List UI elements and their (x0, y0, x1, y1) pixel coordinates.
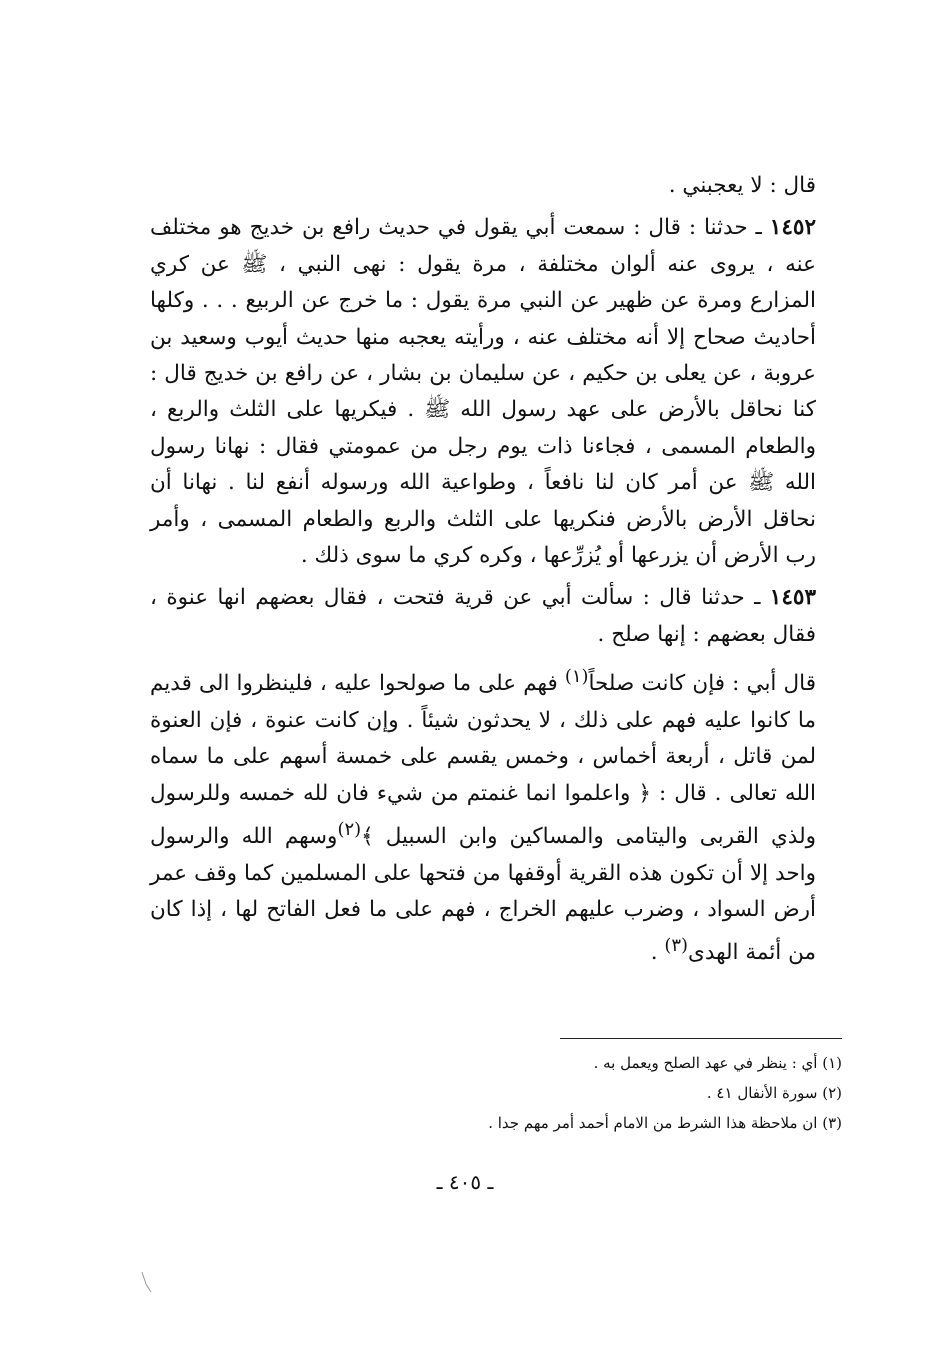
commentary-text-b: فهم على ما صولحوا عليه ، فلينظروا الى قديم ما كانوا عليه فهم على ذلك ، لا يحدثون شيئاً . وإن كانت عنوة ، فإن العنوة لمن قاتل ، أربعة أخماس ، وخمس يقسم على خمسة أسهم على ما سماه الله تعالى . قال : ﴿ واعلموا انما غنمتم من شيء فان لله خمسه وللرسول ولذي القربى واليتامى والمساكين وابن السبيل ﴾ (150, 671, 817, 850)
footnotes (150, 1048, 842, 1138)
main-text (150, 168, 842, 978)
footnote-ref-1[interactable]: (١) (564, 666, 589, 688)
commentary-text-a: قال أبي : فإن كانت صلحاً (588, 671, 816, 697)
footnote-ref-2[interactable]: (٢) (337, 819, 362, 841)
page-number: ـ ٤٠٥ ـ (436, 1170, 494, 1194)
hadith-1452 (150, 210, 842, 574)
paragraph-opening-text: قال : لا يعجبني . (668, 173, 816, 198)
footnote-2: (٢) سورة الأنفال ٤١ . (706, 1084, 842, 1102)
footnote-ref-3[interactable]: (٣) (664, 935, 688, 957)
paragraph-opening (150, 168, 842, 204)
hadith-number-1453: ١٤٥٣ (769, 585, 816, 611)
footnote-divider (560, 1038, 842, 1039)
hadith-1453 (150, 580, 842, 653)
footnote-1: (١) أي : ينظر في عهد الصلح ويعمل به . (593, 1054, 842, 1072)
commentary-text-d: . (650, 940, 665, 966)
hadith-1452-text: ـ حدثنا : قال : سمعت أبي يقول في حديث رافع بن خديج هو مختلف عنه ، يروى عنه ألوان مختلفة ، مرة يقول : نهى النبي ، ﷺ عن كري المزارع ومرة عن ظهير عن النبي مرة يقول : ما خرج عن الربيع . . . وكلها أحاديث صحاح إلا أنه مختلف عنه ، ورأيته يعجبه منها حديث أيوب وسعيد بن عروبة ، عن يعلى بن حكيم ، عن سليمان بن بشار ، عن رافع بن خديج قال : كنا نحاقل بالأرض على عهد رسول الله ﷺ . فيكريها على الثلث والربع ، والطعام المسمى ، فجاءنا ذات يوم رجل من عمومتي فقال : نهانا رسول الله ﷺ عن أمر كان لنا نافعاً ، وطواعية الله ورسوله أنفع لنا . نهانا أن نحاقل الأرض بالأرض فنكريها على الثلث والربع والطعام المسمى ، وأمر رب الأرض أن يزرعها أو يُزرِّعها ، وكره كري ما سوى ذلك . (150, 215, 816, 569)
hadith-1453-text: ـ حدثنا قال : سألت أبي عن قرية فتحت ، فقال بعضهم انها عنوة ، فقال بعضهم : إنها صلح . (150, 585, 816, 647)
margin-scribble-mark (140, 1270, 154, 1294)
paragraph-commentary (150, 659, 842, 972)
footnote-3: (٣) ان ملاحظة هذا الشرط من الامام أحمد أمر مهم جدا . (488, 1114, 842, 1132)
commentary-text-c: وسهم الله والرسول واحد إلا أن تكون هذه القرية أوقفها من فتحها على المسلمين كما وقف عمر أرض السواد ، وضرب عليهم الخراج ، فهم على ما فعل الفاتح لها ، إذا كان من أئمة الهدى (150, 824, 816, 966)
hadith-number-1452: ١٤٥٢ (769, 215, 816, 241)
